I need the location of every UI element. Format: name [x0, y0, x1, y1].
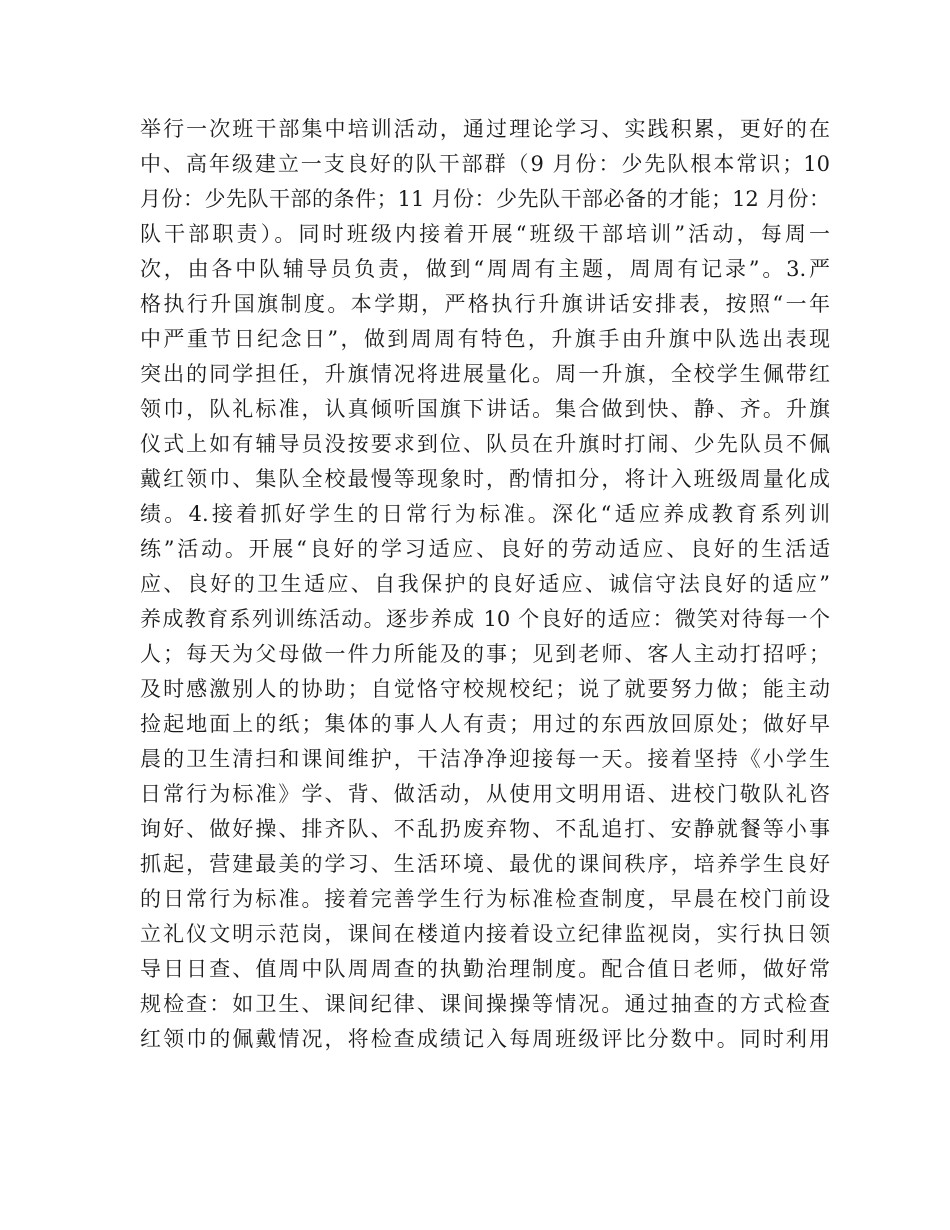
- text-line-23: 的日常行为标准。接着完善学生行为标准检查制度，早晨在校门前设: [140, 887, 830, 911]
- text-line-12: 绩。4.接着抓好学生的日常行为标准。深化“适应养成教育系列训: [140, 502, 830, 526]
- text-line-19: 晨的卫生清扫和课间维护，干洁净净迎接每一天。接着坚持《小学生: [140, 747, 830, 771]
- text-line-2: 中、高年级建立一支良好的队干部群（9 月份：少先队根本常识；10: [140, 152, 830, 176]
- text-line-11: 戴红领巾、集队全校最慢等现象时，酌情扣分，将计入班级周量化成: [140, 467, 830, 491]
- text-line-9: 领巾，队礼标准，认真倾听国旗下讲话。集合做到快、静、齐。升旗: [140, 397, 830, 421]
- text-line-27: 红领巾的佩戴情况，将检查成绩记入每周班级评比分数中。同时利用: [140, 1027, 830, 1051]
- text-line-8: 突出的同学担任，升旗情况将进展量化。周一升旗，全校学生佩带红: [140, 362, 830, 386]
- text-line-17: 及时感激别人的协助；自觉恪守校规校纪；说了就要努力做；能主动: [140, 677, 830, 701]
- text-line-4: 队干部职责）。同时班级内接着开展“班级干部培训”活动，每周一: [140, 222, 830, 246]
- text-line-3: 月份：少先队干部的条件；11 月份：少先队干部必备的才能；12 月份：: [140, 187, 830, 211]
- text-line-26: 规检查：如卫生、课间纪律、课间操操等情况。通过抽查的方式检查: [140, 992, 830, 1016]
- text-line-16: 人；每天为父母做一件力所能及的事；见到老师、客人主动打招呼；: [140, 642, 830, 666]
- text-line-7: 中严重节日纪念日”，做到周周有特色，升旗手由升旗中队选出表现: [140, 327, 830, 351]
- text-line-21: 询好、做好操、排齐队、不乱扔废弃物、不乱追打、安静就餐等小事: [140, 817, 830, 841]
- text-line-14: 应、良好的卫生适应、自我保护的良好适应、诚信守法良好的适应”: [140, 572, 830, 596]
- text-line-10: 仪式上如有辅导员没按要求到位、队员在升旗时打闹、少先队员不佩: [140, 432, 830, 456]
- text-line-1: 举行一次班干部集中培训活动，通过理论学习、实践积累，更好的在: [140, 117, 830, 141]
- text-line-6: 格执行升国旗制度。本学期，严格执行升旗讲话安排表，按照“一年: [140, 292, 830, 316]
- text-line-24: 立礼仪文明示范岗，课间在楼道内接着设立纪律监视岗，实行执日领: [140, 922, 830, 946]
- text-line-25: 导日日查、值周中队周周查的执勤治理制度。配合值日老师，做好常: [140, 957, 830, 981]
- text-line-13: 练”活动。开展“良好的学习适应、良好的劳动适应、良好的生活适: [140, 537, 830, 561]
- text-line-22: 抓起，营建最美的学习、生活环境、最优的课间秩序，培养学生良好: [140, 852, 830, 876]
- text-line-15: 养成教育系列训练活动。逐步养成 10 个良好的适应：微笑对待每一个: [140, 607, 830, 631]
- text-line-20: 日常行为标准》学、背、做活动，从使用文明用语、进校门敬队礼咨: [140, 782, 830, 806]
- text-line-5: 次，由各中队辅导员负责，做到“周周有主题，周周有记录”。3.严: [140, 257, 830, 281]
- text-line-18: 捡起地面上的纸；集体的事人人有责；用过的东西放回原处；做好早: [140, 712, 830, 736]
